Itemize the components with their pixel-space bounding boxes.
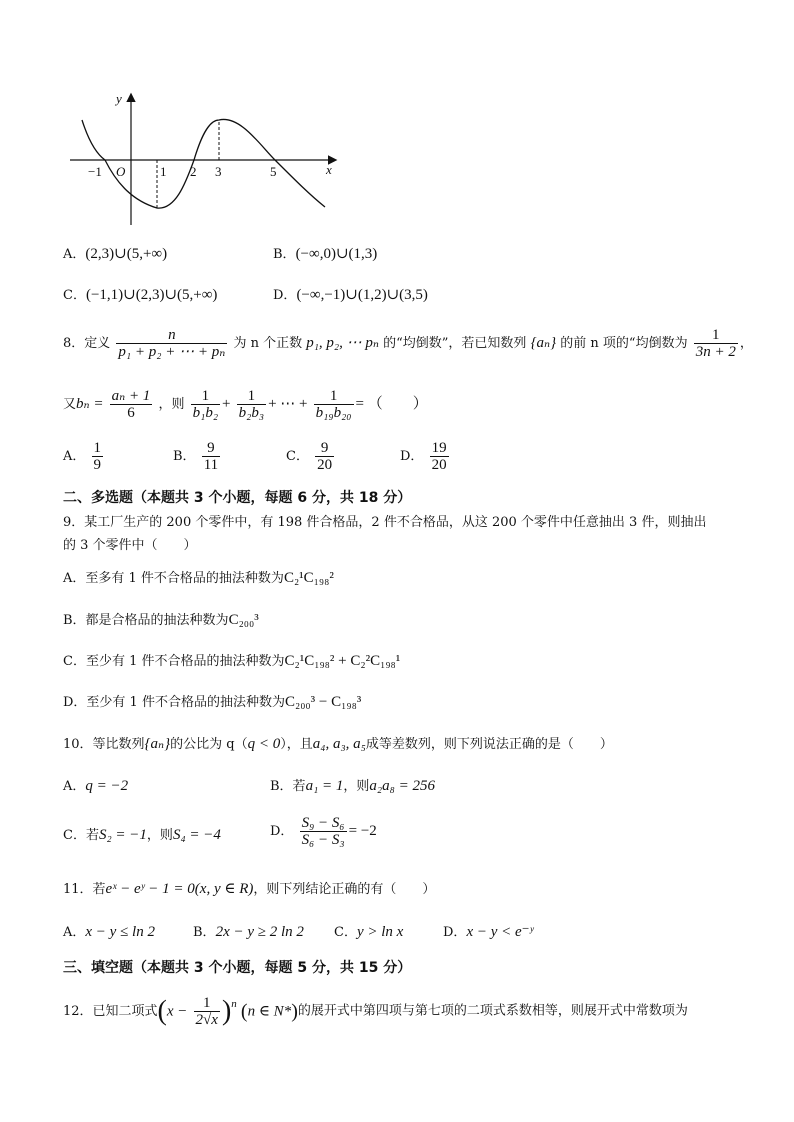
q7-option-d-label: D．	[273, 288, 297, 303]
q8-an: {aₙ}	[530, 335, 557, 351]
tick-label-1: 1	[160, 164, 167, 179]
q8-seq: p₁, p₂, ⋯ pₙ	[306, 335, 379, 351]
q9-option-b	[63, 611, 259, 630]
q10-option-a-label: A．	[63, 779, 86, 794]
q7-option-b-label: B．	[273, 247, 296, 262]
q9-option-a	[63, 569, 334, 588]
q10-d-num: S₉ − S₆	[301, 815, 345, 831]
q7-option-b	[273, 245, 377, 264]
y-axis-label: y	[116, 91, 122, 106]
q9-option-c-expr: C₂¹C₁₉₈² + C₂²C₁₉₈¹	[284, 653, 401, 669]
q12-paren-left: (	[157, 995, 167, 1027]
q11-option-a	[63, 923, 155, 942]
q8-frac-num: n	[116, 327, 227, 344]
q8-option-a-frac	[92, 440, 104, 473]
q10-option-b-mid: ，则	[343, 779, 370, 794]
q12-den: 2√x	[195, 1012, 218, 1028]
q10-option-c-expr: S₄ = −4	[172, 827, 221, 843]
q10-mid3: 成等差数列，则下列说法正确的是（ ）	[365, 737, 613, 752]
q8-sum-term2	[237, 388, 266, 421]
section-heading-multiple-choice: 二、多选题（本题共 3 个小题，每题 6 分，共 18 分）	[63, 490, 412, 506]
q10-mid1: 的公比为 q（	[170, 737, 248, 752]
q8-sum-f3-den: b₁₉b₂₀	[315, 405, 352, 421]
q8-sum-f2-num: 1	[237, 388, 266, 405]
q8-option-c-label: C．	[286, 449, 309, 464]
q8-prefix: 8．定义	[63, 336, 111, 351]
q8-sum-f2-den: b₂b₃	[238, 405, 265, 421]
q8-option-c-frac	[315, 440, 334, 473]
q8-option-b-label: B．	[173, 449, 196, 464]
q8-bn-den: 6	[127, 405, 135, 421]
q8-sum-f1-den: b₁b₂	[192, 405, 219, 421]
q8-mean-fraction	[116, 327, 227, 360]
q8-end: ，	[739, 336, 753, 351]
q8-c-num: 9	[315, 440, 334, 457]
q10-option-b	[270, 777, 435, 796]
q12-cond-paren-left: (	[240, 1000, 248, 1023]
q8-d-den: 20	[431, 457, 447, 473]
q8-option-b-frac	[202, 440, 220, 473]
q8-mid2: 的“均倒数”，若已知数列	[383, 336, 527, 351]
q10-terms: a₄, a₃, a₅	[312, 736, 366, 752]
q8-frac2-den: 3n + 2	[695, 344, 736, 360]
q9-option-b-expr: C₂₀₀³	[228, 612, 259, 628]
q11-option-a-label: A．	[63, 925, 86, 940]
q8-option-c	[286, 440, 336, 473]
q7-option-a	[63, 245, 167, 264]
q10-option-d	[270, 815, 377, 848]
q11-option-b	[193, 923, 304, 942]
q8-option-a	[63, 440, 105, 473]
tick-label-5: 5	[270, 164, 277, 179]
q8-mid1: 为 n 个正数	[233, 336, 303, 351]
q8-frac-den: p₁ + p₂ + ⋯ + pₙ	[118, 344, 226, 360]
q8-option-b	[173, 440, 222, 473]
q12-frac	[194, 995, 220, 1028]
section-heading-fill-in: 三、填空题（本题共 3 个小题，每题 5 分，共 15 分）	[63, 960, 412, 976]
q12-x: x −	[166, 1003, 188, 1020]
q11-option-d	[443, 923, 533, 942]
q8-line2-prefix: 又	[63, 397, 77, 412]
tick-label-2: 2	[190, 164, 197, 179]
q8-sum-term3	[314, 388, 354, 421]
q10-cond: q < 0	[247, 736, 281, 752]
q10-option-b-cond: a₁ = 1	[305, 778, 344, 794]
q11-option-b-label: B．	[193, 925, 216, 940]
q8-sum-f3-num: 1	[314, 388, 354, 405]
q8-plus1: +	[222, 396, 231, 412]
q11-option-b-expr: 2x − y ≥ 2 ln 2	[215, 924, 304, 940]
q12-num: 1	[194, 995, 220, 1012]
q8-mid3: 的前 n 项的“均倒数为	[560, 336, 688, 351]
q8-then: ，则	[158, 397, 185, 412]
q10-option-d-label: D．	[270, 824, 294, 839]
q9-option-d-text: D．至少有 1 件不合格品的抽法种数为	[63, 695, 285, 710]
q12-cond-paren-right: )	[291, 1000, 298, 1023]
q8-b-num: 9	[202, 440, 220, 457]
q12-paren-right: )	[221, 995, 232, 1027]
q8-a-num: 1	[93, 440, 102, 456]
q8-a-den: 9	[93, 457, 102, 473]
q10-option-c-cond: S₂ = −1	[98, 827, 147, 843]
q7-option-a-label: A．	[63, 247, 86, 262]
origin-label: O	[116, 164, 126, 179]
function-graph	[60, 85, 350, 230]
q9-line1: 9．某工厂生产的 200 个零件中，有 198 件合格品，2 件不合格品，从这 200 个零件中任意抽出 3 件，则抽出	[63, 515, 707, 530]
q10-an: {aₙ}	[144, 736, 171, 752]
q7-option-c	[63, 286, 217, 305]
q9-line2: 的 3 个零件中（ ）	[63, 538, 197, 553]
q10-option-c-label: C．若	[63, 828, 99, 843]
q12-prefix: 12．已知二项式	[63, 1004, 158, 1019]
q11-option-c	[334, 923, 403, 942]
q8-frac2-num: 1	[694, 327, 738, 344]
q10-stem	[63, 735, 613, 754]
q8-plus2: + ⋯ +	[268, 396, 308, 412]
q11-option-c-label: C．	[334, 925, 357, 940]
q9-option-b-text: B．都是合格品的抽法种数为	[63, 613, 229, 628]
q11-option-d-label: D．	[443, 925, 467, 940]
q8-option-a-label: A．	[63, 449, 86, 464]
tick-label-3: 3	[215, 164, 222, 179]
q10-option-c-mid: ，则	[146, 828, 173, 843]
q11-expr: eˣ − eʸ − 1 = 0(x, y ∈ R)	[105, 881, 254, 897]
q10-prefix: 10．等比数列	[63, 737, 145, 752]
q8-b-den: 11	[203, 457, 219, 473]
q8-mean-value-fraction	[694, 327, 738, 360]
q8-sum-f1-num: 1	[191, 388, 220, 405]
q12-stem	[63, 995, 688, 1028]
q8-option-d-frac	[430, 440, 449, 473]
q10-option-a-expr: q = −2	[85, 778, 129, 794]
q9-option-d-expr: C₂₀₀³ − C₁₉₈³	[284, 694, 362, 710]
q7-option-c-label: C．	[63, 288, 86, 303]
q10-d-den: S₆ − S₃	[301, 832, 345, 848]
q9-option-a-expr: C₂¹C₁₉₈²	[283, 570, 334, 586]
q11-stem	[63, 880, 435, 899]
q8-line1	[63, 327, 753, 360]
q7-option-c-expr: (−1,1)∪(2,3)∪(5,+∞)	[85, 287, 218, 303]
q7-option-b-expr: (−∞,0)∪(1,3)	[295, 246, 378, 262]
q8-bn: bₙ =	[76, 396, 104, 412]
q10-option-c	[63, 826, 221, 845]
q10-option-d-frac	[300, 815, 347, 848]
q10-mid2: ），且	[280, 737, 313, 752]
q8-option-d-label: D．	[400, 449, 424, 464]
q8-option-d	[400, 440, 451, 473]
q8-line2	[63, 388, 428, 421]
q8-c-den: 20	[317, 457, 333, 473]
q12-exp: n	[231, 998, 237, 1010]
q9-option-c	[63, 652, 400, 671]
x-axis-label: x	[326, 162, 332, 177]
q11-option-c-expr: y > ln x	[356, 924, 404, 940]
q12-cond: n ∈ N*	[247, 1003, 292, 1020]
q7-option-a-expr: (2,3)∪(5,+∞)	[85, 246, 168, 262]
q8-d-num: 19	[431, 440, 447, 456]
tick-label-neg1: −1	[88, 164, 102, 179]
q9-option-d	[63, 693, 361, 712]
q9-option-a-text: A．至多有 1 件不合格品的抽法种数为	[63, 571, 284, 586]
q12-suffix: 的展开式中第四项与第七项的二项式系数相等，则展开式中常数项为	[297, 1003, 688, 1019]
q10-d-eq: = −2	[348, 823, 377, 839]
q10-option-b-expr: a₂a₈ = 256	[369, 778, 435, 794]
q8-bn-fraction	[110, 388, 153, 421]
q11-suffix: ，则下列结论正确的有（ ）	[253, 882, 436, 897]
q7-option-d	[273, 286, 428, 305]
q7-option-d-expr: (−∞,−1)∪(1,2)∪(3,5)	[296, 287, 428, 303]
q8-eq: = （ ）	[355, 396, 428, 412]
q11-prefix: 11．若	[63, 882, 106, 897]
q10-option-b-label: B．若	[270, 779, 306, 794]
q8-bn-num: aₙ + 1	[111, 388, 151, 404]
q9-option-c-text: C．至少有 1 件不合格品的抽法种数为	[63, 654, 285, 669]
q10-option-a	[63, 777, 128, 796]
q11-option-a-expr: x − y ≤ ln 2	[85, 924, 155, 940]
q11-option-d-expr: x − y < e⁻ʸ	[466, 924, 534, 940]
q8-sum-term1	[191, 388, 220, 421]
